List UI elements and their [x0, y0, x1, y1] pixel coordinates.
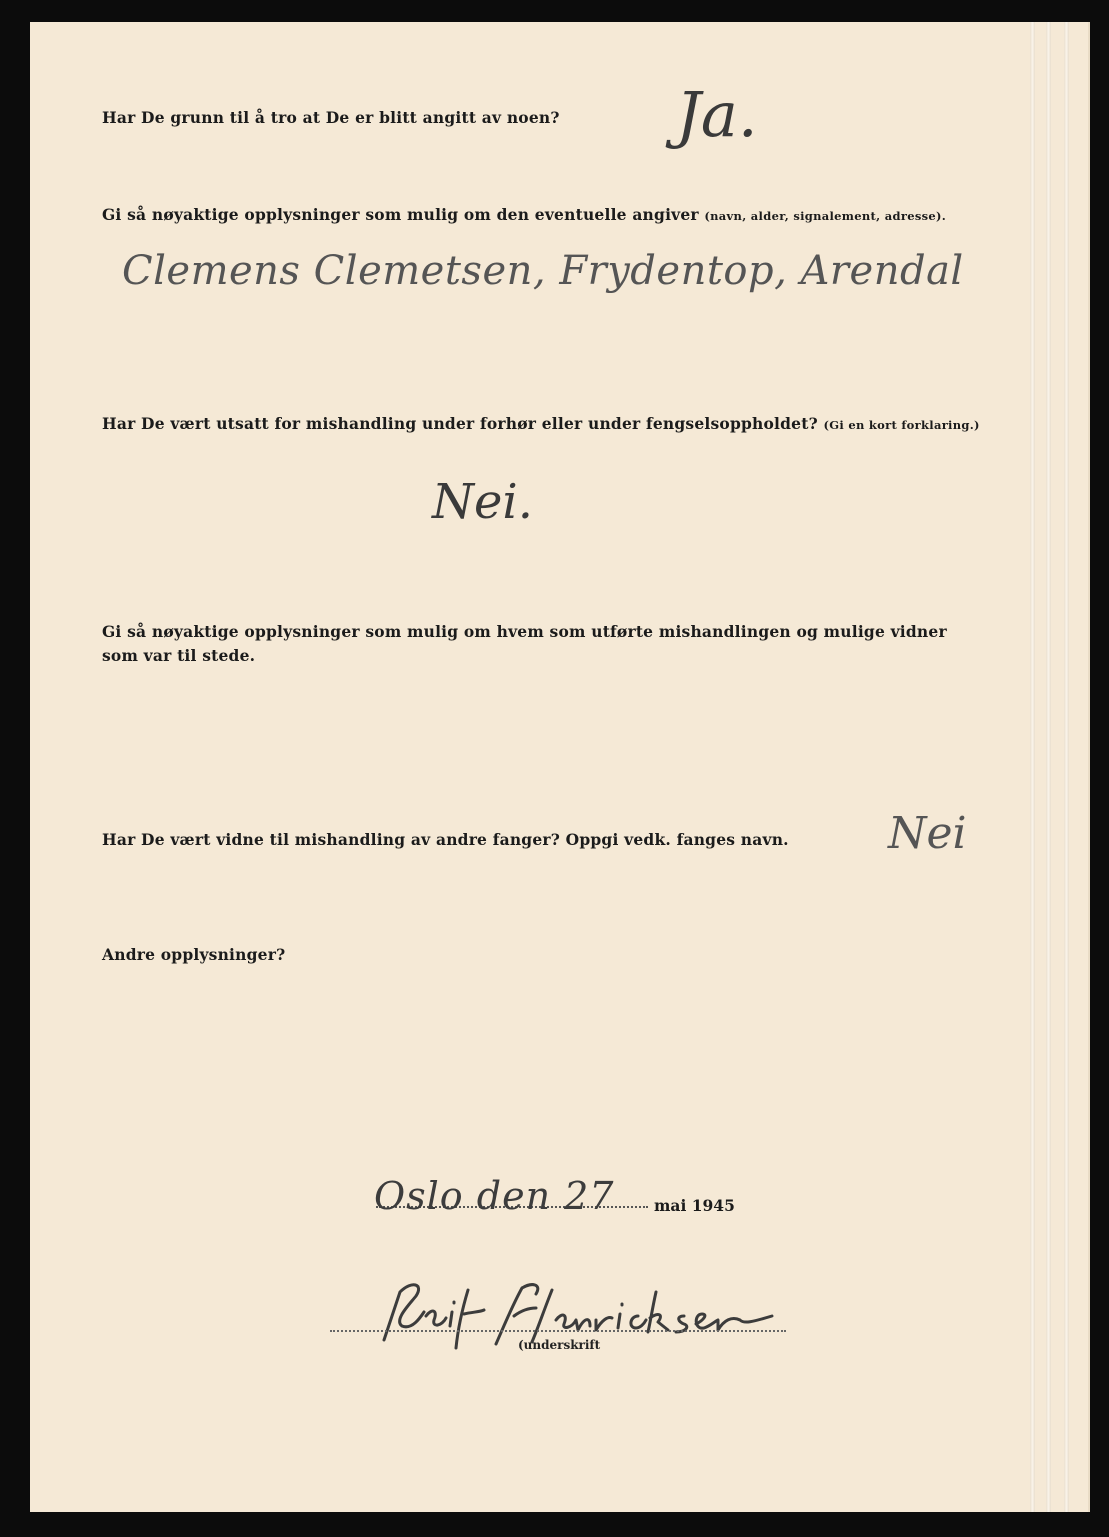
page-edge-shade [1030, 22, 1035, 1512]
question-perpetrators-line2: som var til stede. [102, 646, 256, 665]
question-informant-details [102, 203, 946, 228]
answer-witness-handwritten: Nei [888, 808, 967, 859]
date-handwritten: Oslo den 27 [374, 1174, 615, 1218]
answer-mistreatment-handwritten: Nei. [432, 474, 534, 530]
date-printed: mai 1945 [654, 1196, 735, 1215]
question-other-info: Andre opplysninger? [102, 945, 286, 964]
signature-dotted-line [330, 1330, 786, 1332]
question-perpetrators [102, 620, 947, 668]
question-mistreatment-text: Har De vært utsatt for mishandling under forhør eller under fengselsoppholdet? [102, 414, 818, 433]
question-mistreatment [102, 412, 980, 437]
question-witness: Har De vært vidne til mishandling av andre fanger? Oppgi vedk. fanges navn. [102, 830, 789, 849]
answer-informant-handwritten: Ja. [676, 78, 758, 151]
page-edge-shade [1064, 22, 1069, 1512]
date-line [372, 1176, 752, 1216]
question-mistreatment-note: (Gi en kort forklaring.) [823, 418, 980, 432]
question-informant-details-note: (navn, alder, signalement, adresse). [704, 209, 947, 223]
page-edge-shade [1046, 22, 1051, 1512]
signature-caption: (underskrift [518, 1338, 601, 1352]
answer-informant-details-handwritten: Clemens Clemetsen, Frydentop, Arendal [122, 248, 964, 294]
question-perpetrators-line1: Gi så nøyaktige opplysninger som mulig om hvem som utførte mishandlingen og mulige vidner [102, 622, 947, 641]
question-informant: Har De grunn til å tro at De er blitt angitt av noen? [102, 108, 560, 127]
question-informant-details-text: Gi så nøyaktige opplysninger som mulig om den eventuelle angiver [102, 205, 699, 224]
